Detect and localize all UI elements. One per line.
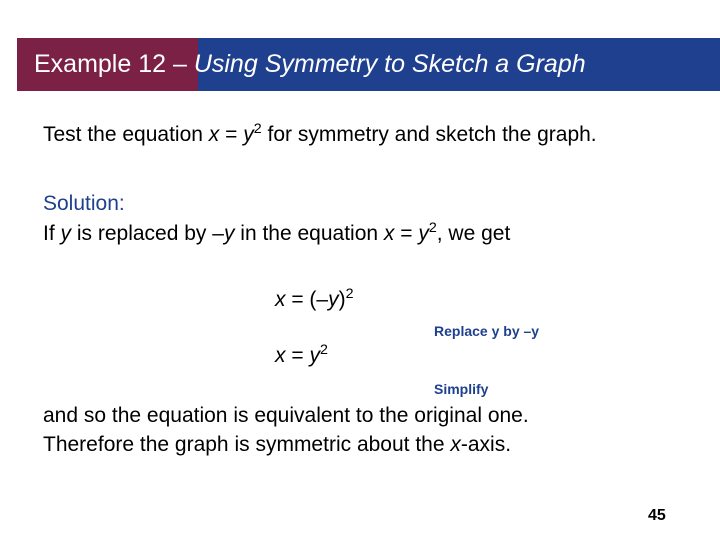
step-1-mid: = (– bbox=[285, 288, 329, 311]
problem-statement bbox=[43, 122, 597, 148]
step-1-note: Replace y by –y bbox=[434, 323, 540, 339]
solution-equals: = bbox=[394, 222, 419, 245]
solution-line-mid-2: in the equation bbox=[234, 222, 384, 245]
solution-line-mid-1: is replaced by – bbox=[71, 222, 224, 245]
solution-line-prefix: If bbox=[43, 222, 61, 245]
page-number: 45 bbox=[648, 507, 666, 524]
solution-label: Solution: bbox=[43, 192, 125, 215]
equation-step-1 bbox=[275, 287, 354, 313]
slide-header bbox=[17, 38, 720, 91]
problem-tail: for symmetry and sketch the graph. bbox=[261, 123, 597, 146]
conclusion-line-2 bbox=[43, 432, 511, 458]
problem-var-y: y bbox=[243, 123, 254, 146]
problem-var-x: x bbox=[208, 123, 220, 146]
slide-title bbox=[34, 50, 586, 78]
problem-equals: = bbox=[219, 123, 244, 146]
step-1-power: 2 bbox=[345, 286, 354, 302]
conclusion-line2-prefix: Therefore the graph is symmetric about the bbox=[43, 433, 451, 456]
step-1-var-y: y bbox=[328, 288, 339, 311]
step-1-var-x: x bbox=[275, 288, 286, 311]
equation-step-2 bbox=[275, 343, 328, 369]
solution-line bbox=[43, 221, 510, 247]
conclusion-line2-suffix: -axis. bbox=[460, 433, 512, 456]
solution-var-x: x bbox=[383, 222, 395, 245]
step-1-suffix: ) bbox=[338, 288, 346, 311]
step-2-var-y: y bbox=[309, 344, 320, 367]
problem-lead: Test the equation bbox=[43, 123, 209, 146]
step-2-note: Simplify bbox=[434, 381, 489, 397]
step-2-power: 2 bbox=[319, 342, 328, 358]
slide-title-subtitle: Using Symmetry to Sketch a Graph bbox=[193, 50, 586, 78]
solution-var-y-negated: y bbox=[223, 222, 235, 245]
solution-power: 2 bbox=[428, 220, 437, 236]
solution-var-y: y bbox=[60, 222, 72, 245]
step-2-mid: = bbox=[285, 344, 310, 367]
problem-power: 2 bbox=[253, 121, 262, 137]
step-2-var-x: x bbox=[275, 344, 286, 367]
solution-var-y-squared: y bbox=[418, 222, 429, 245]
solution-line-suffix: , we get bbox=[436, 222, 511, 245]
slide-title-prefix: Example 12 – bbox=[34, 50, 194, 78]
conclusion-line-1: and so the equation is equivalent to the original one. bbox=[43, 404, 529, 427]
conclusion-axis-var: x bbox=[450, 433, 461, 456]
